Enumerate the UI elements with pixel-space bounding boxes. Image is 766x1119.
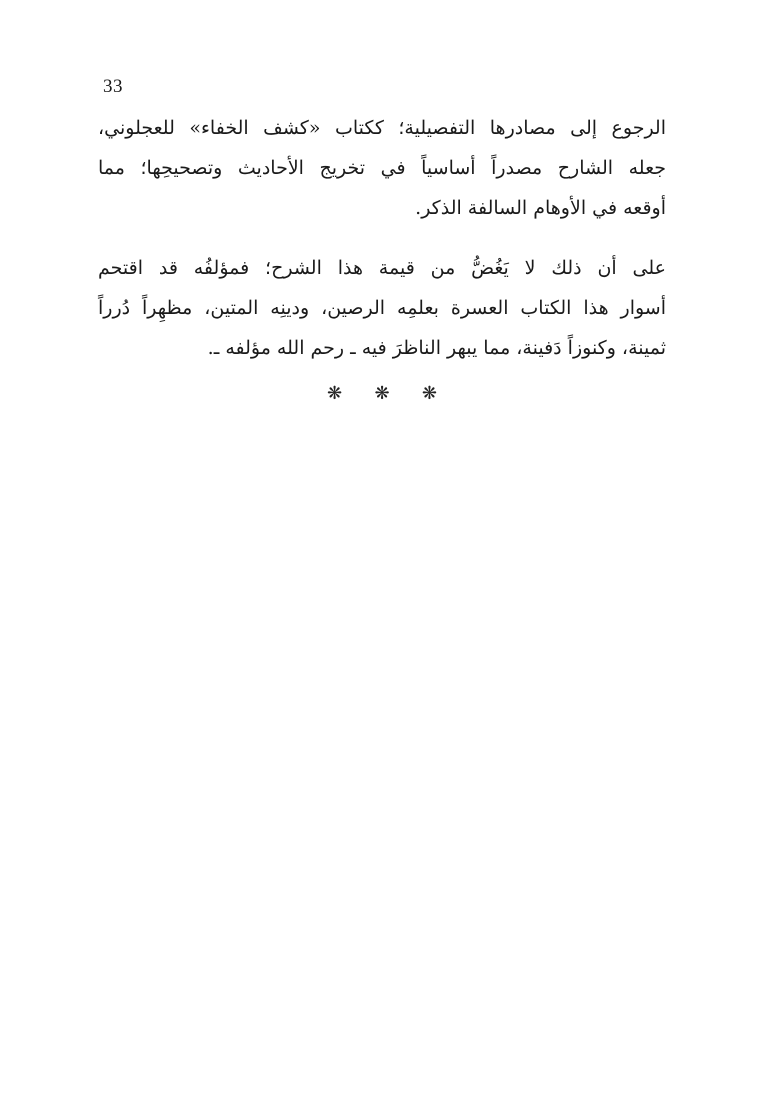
text-line: الرجوع إلى مصادرها التفصيلية؛ ككتاب «كشف الخفاء» للعجلوني، [98, 117, 666, 139]
text-line: ثمينة، وكنوزاً دَفينة، مما يبهر الناظرَ فيه ـ رحم الله مؤلفه ـ. [207, 337, 666, 359]
page-number: 33 [103, 76, 123, 97]
text-line: على أن ذلك لا يَغُضُّ من قيمة هذا الشرح؛ فمؤلفُه قد اقتحم [98, 257, 666, 279]
section-separator [327, 383, 437, 404]
paragraph [98, 108, 666, 228]
asterism-star-icon: ❋ [421, 383, 437, 404]
text-line: جعله الشارح مصدراً أساسياً في تخريج الأحاديث وتصحيحِها؛ مما [98, 157, 666, 179]
paragraph [98, 248, 666, 368]
text-line: أوقعه في الأوهام السالفة الذكر. [415, 197, 666, 219]
asterism-star-icon: ❋ [374, 383, 390, 404]
asterism-star-icon: ❋ [327, 383, 343, 404]
text-line: أسوار هذا الكتاب العسرة بعلمِه الرصين، ودينِه المتين، مظهِراً دُرراً [98, 297, 666, 319]
